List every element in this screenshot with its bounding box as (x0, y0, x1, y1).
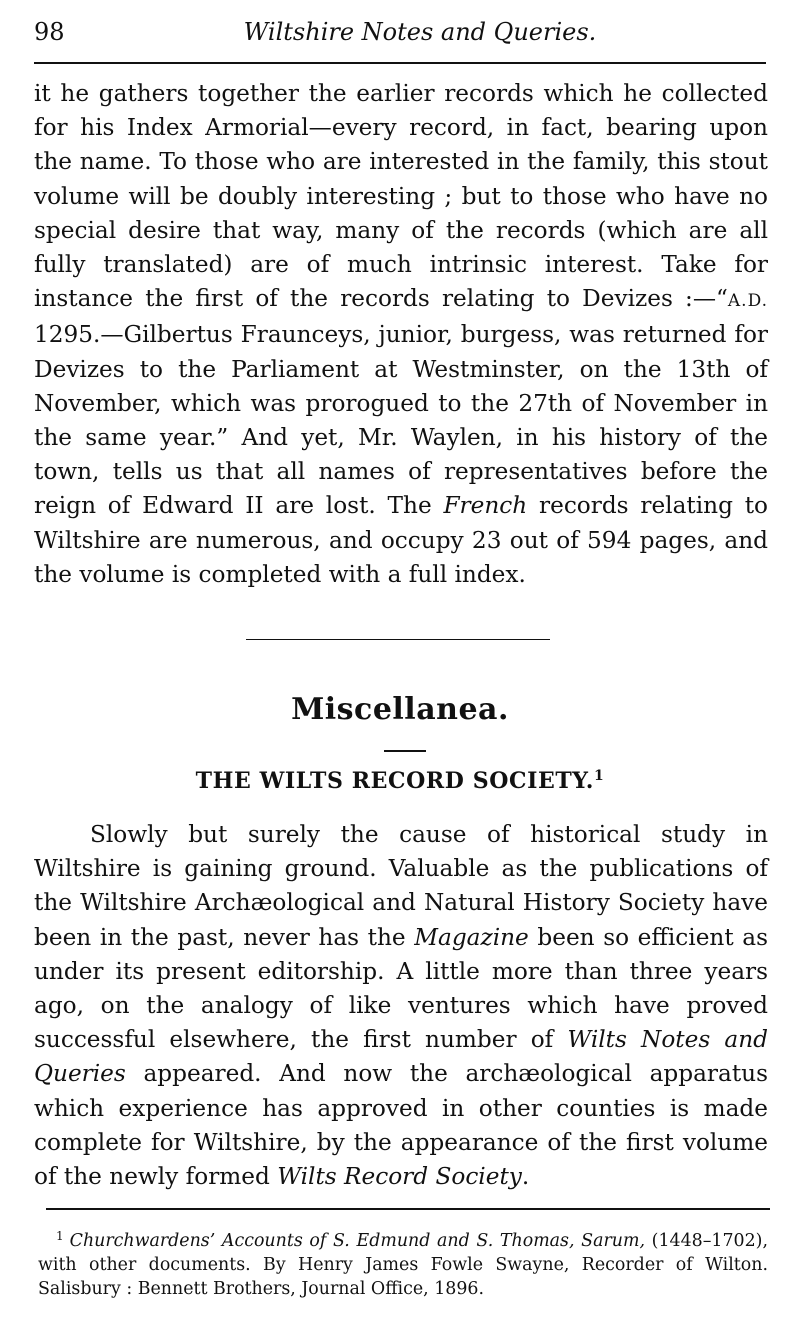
footnote-title: Churchwardens’ Accounts of S. Edmund and S. Thomas, Sarum, (69, 1231, 645, 1251)
continued-paragraph (34, 77, 768, 592)
text-span: it he gathers together the earlier records which he collected for his Index Armorial—every record, in fact, bearing upon the name. To those who are interested in the family, this stout volume will be doubly interesting ; but to those who have no special desire that way, many of the records (which are all fully translated) are of much intrinsic interest. Take for instance the first of the records relating to Devizes :—“ (34, 80, 768, 313)
text-span: 1295.—Gilbertus Fraunceys, junior, burgess, was returned for Devizes to the Parliament at Westminster, on the 13th of November, which was prorogued to the 27th of November in the same year.” And yet, Mr. Waylen, in his history of the town, tells us that all names of representatives before the reign of Edward II are lost. The (34, 321, 768, 520)
text-span-italic: Wilts Notes and Queries (34, 1026, 768, 1088)
text-span: appeared. And now the archæological apparatus which experience has approved in other counties is made complete for Wiltshire, by the appearance of the first volume of the newly formed (34, 1060, 768, 1191)
footnote-text (38, 1224, 768, 1301)
footnote-mark: 1 (56, 1229, 64, 1243)
page-number: 98 (34, 18, 65, 46)
text-span: been so efficient as under its present editorship. A little more than three years ago, on the analogy of like ventures which have proved successful elsewhere, the first number of (34, 923, 768, 1054)
text-span: . (521, 1163, 530, 1191)
running-head (34, 14, 766, 50)
section-title: Miscellanea. (291, 692, 509, 727)
footnote-reference: 1 (594, 768, 605, 784)
article-heading (0, 768, 800, 794)
section-separator-rule (246, 639, 550, 640)
header-rule (34, 62, 766, 64)
heading-text: THE WILTS RECORD SOCIETY. (195, 768, 595, 794)
journal-title: Wiltshire Notes and Queries. (243, 18, 597, 46)
text-span-italic: French (443, 492, 528, 520)
title-dash-rule (384, 750, 426, 752)
footnote (38, 1224, 768, 1301)
society-paragraph (34, 818, 768, 1194)
paragraph-text (34, 818, 768, 1194)
text-span-italic: Wilts Record Society (277, 1163, 522, 1191)
text-span-italic: Magazine (414, 923, 529, 951)
text-span-smallcaps: A.D. (727, 291, 768, 312)
text-span: records relating to Wiltshire are numerous, and occupy 23 out of 594 pages, and the volume is completed with a full index. (34, 492, 768, 588)
footnote-rule (46, 1208, 770, 1210)
text-span: Slowly but surely the cause of historical study in Wiltshire is gaining ground. Valuable as the publications of the Wiltshire Archæological and Natural History Society have been in the past, never has the (34, 821, 768, 951)
footnote-rest: (1448–1702), with other documents. By Henry James Fowle Swayne, Recorder of Wilton. Salisbury : Bennett Brothers, Journal Office, 1896. (38, 1231, 768, 1299)
paragraph-text (34, 77, 768, 592)
